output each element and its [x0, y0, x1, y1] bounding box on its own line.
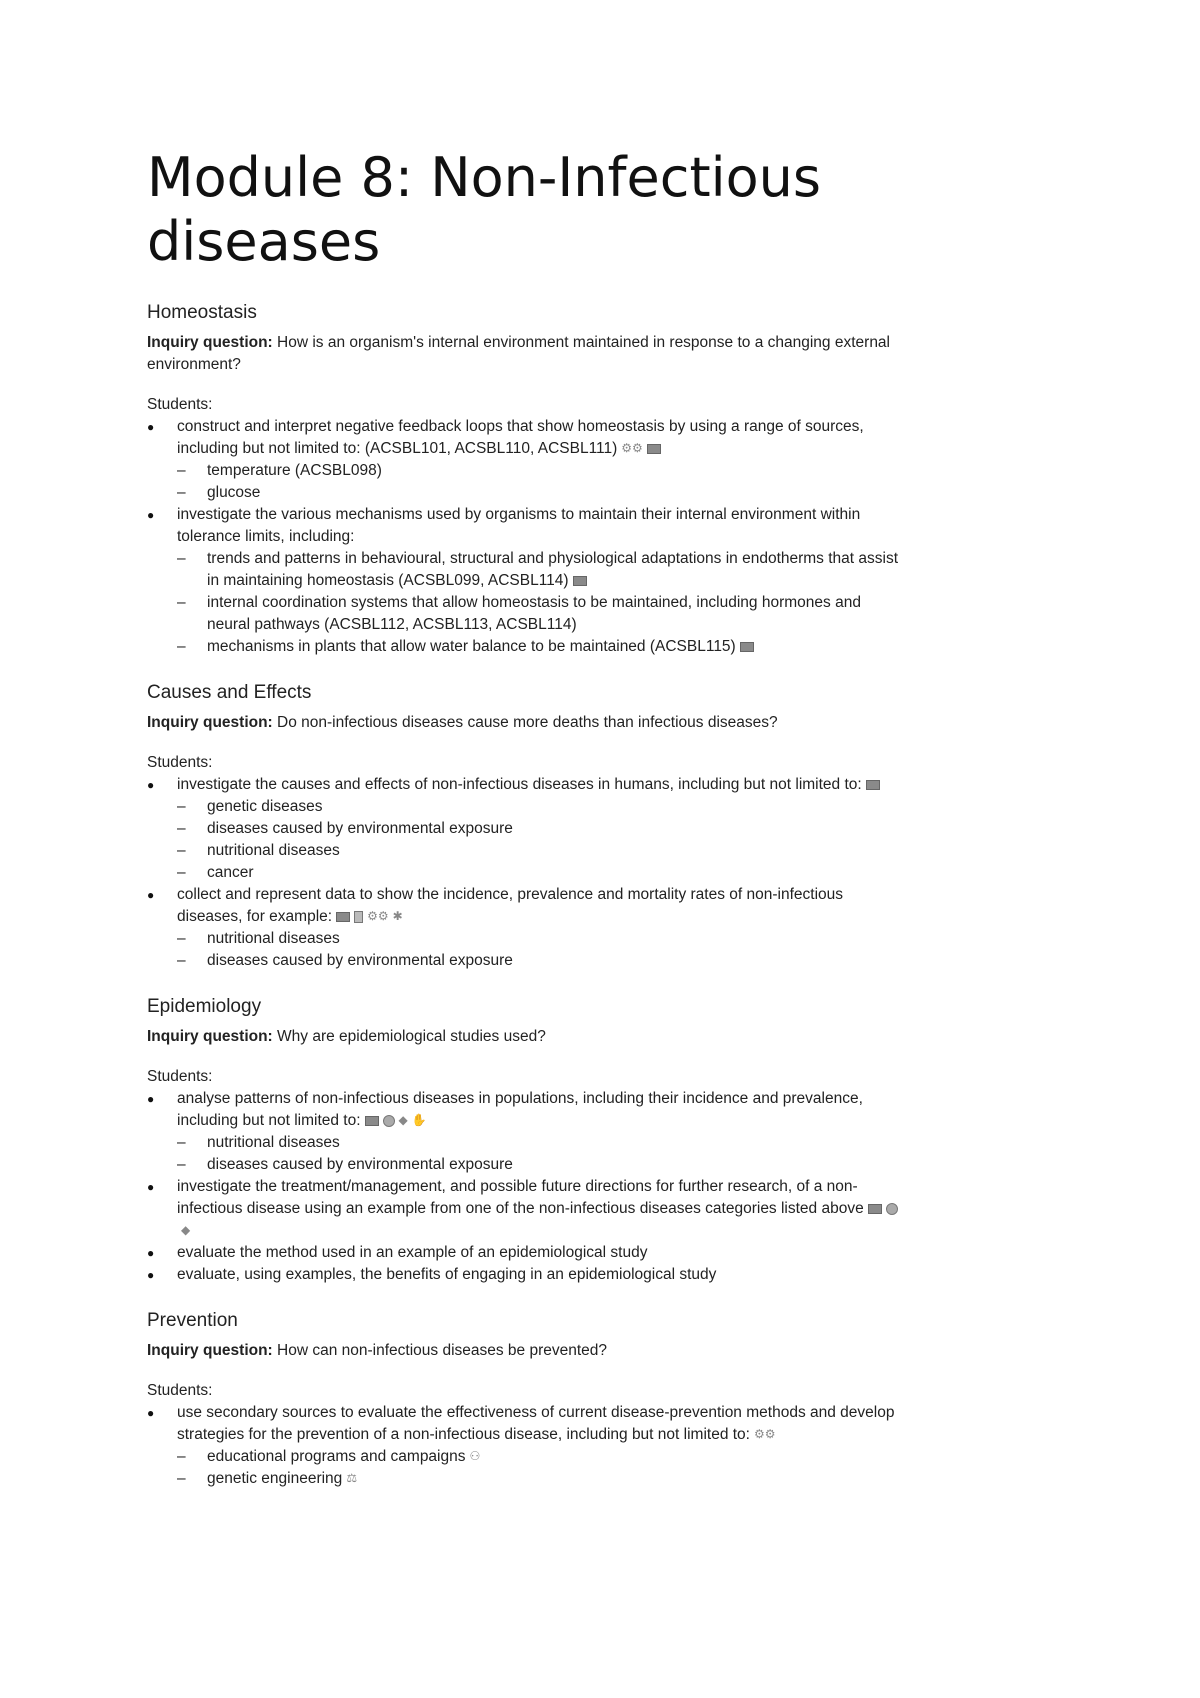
inquiry-question [147, 712, 907, 734]
section-heading: Epidemiology [147, 996, 262, 1017]
globe-icon [383, 1115, 395, 1127]
inquiry-text: How can non-infectious diseases be prevented? [277, 1342, 608, 1359]
monitor-icon [573, 576, 587, 586]
sub-item-text: nutritional diseases [207, 930, 340, 947]
sub-item-text: diseases caused by environmental exposure [207, 1156, 513, 1173]
bullet-item [147, 1402, 907, 1490]
bullet-text: investigate the causes and effects of non-infectious diseases in humans, including but not limited to: [177, 776, 862, 793]
document-icon [354, 911, 363, 923]
section-epidemiology [147, 994, 907, 1286]
inquiry-question [147, 1340, 907, 1362]
bullet-text: investigate the various mechanisms used by organisms to maintain their internal environment within tolerance limits, including: [177, 506, 861, 545]
gears-icon: ⚙⚙ [367, 909, 389, 924]
inquiry-text: Why are epidemiological studies used? [277, 1028, 546, 1045]
sub-item [177, 840, 907, 862]
hands-icon: ✋ [411, 1113, 427, 1128]
sub-list [177, 1132, 907, 1176]
bullet-text: evaluate the method used in an example of an epidemiological study [177, 1244, 648, 1261]
sub-list [177, 1446, 907, 1490]
inquiry-label: Inquiry question: [147, 714, 273, 731]
sub-item [177, 862, 907, 884]
sub-item [177, 1154, 907, 1176]
sub-item-text: genetic engineering [207, 1470, 343, 1487]
bullet-item [147, 504, 907, 658]
sub-item [177, 482, 907, 504]
sub-item [177, 460, 907, 482]
sub-item-text: genetic diseases [207, 798, 323, 815]
section-heading: Causes and Effects [147, 682, 312, 703]
document-content [147, 146, 907, 1490]
bullet-item [147, 1176, 907, 1242]
sub-item-text: internal coordination systems that allow homeostasis to be maintained, including hormones and neural pathways (ACSBL112, ACSBL113, ACSBL114) [207, 594, 861, 633]
bullet-item [147, 1264, 907, 1286]
students-label: Students: [147, 1068, 213, 1085]
monitor-icon [740, 642, 754, 652]
bullet-text: use secondary sources to evaluate the effectiveness of current disease-prevention methods and develop strategies for the prevention of a non-infectious disease, including but not limited to: [177, 1404, 895, 1443]
section-prevention [147, 1308, 907, 1490]
sub-item-text: temperature (ACSBL098) [207, 462, 382, 479]
monitor-icon [365, 1116, 379, 1126]
bullet-item [147, 416, 907, 504]
bullet-item [147, 774, 907, 884]
sub-item [177, 1132, 907, 1154]
sections-container [147, 300, 907, 1490]
bullet-item [147, 884, 907, 972]
sub-item-text: educational programs and campaigns [207, 1448, 466, 1465]
inquiry-text: Do non-infectious diseases cause more deaths than infectious diseases? [277, 714, 778, 731]
sub-item [177, 818, 907, 840]
sub-item-text: nutritional diseases [207, 1134, 340, 1151]
bullet-text: construct and interpret negative feedback loops that show homeostasis by using a range of sources, including but not limited to: (ACSBL101, ACSBL110, ACSBL111) [177, 418, 864, 457]
sub-item [177, 928, 907, 950]
sub-item-text: nutritional diseases [207, 842, 340, 859]
inquiry-question [147, 1026, 907, 1048]
sub-item-text: mechanisms in plants that allow water balance to be maintained (ACSBL115) [207, 638, 736, 655]
sub-item [177, 1468, 907, 1490]
asterisk-icon: ✱ [392, 909, 403, 924]
bullet-text: analyse patterns of non-infectious diseases in populations, including their incidence and prevalence, including but not limited to: [177, 1090, 863, 1129]
section-causes-and-effects [147, 680, 907, 972]
section-heading: Homeostasis [147, 302, 257, 323]
gears-icon: ⚙⚙ [621, 441, 643, 456]
sub-item [177, 1446, 907, 1468]
bullet-list [147, 1402, 907, 1490]
people-icon: ⚇ [469, 1449, 481, 1464]
sub-list [177, 460, 907, 504]
gears-icon: ⚙⚙ [753, 1427, 776, 1442]
graduation-cap-icon: ◆ [398, 1113, 408, 1128]
inquiry-question [147, 332, 907, 376]
sub-item [177, 796, 907, 818]
sub-item-text: glucose [207, 484, 261, 501]
inquiry-label: Inquiry question: [147, 1028, 273, 1045]
students-label: Students: [147, 396, 213, 413]
sub-item-text: cancer [207, 864, 254, 881]
globe-icon [886, 1203, 898, 1215]
monitor-icon [647, 444, 661, 454]
bullet-list [147, 416, 907, 658]
section-heading: Prevention [147, 1310, 238, 1331]
sub-item [177, 950, 907, 972]
sub-list [177, 548, 907, 658]
graduation-cap-icon: ◆ [181, 1223, 191, 1238]
bullet-list [147, 1088, 907, 1286]
bullet-list [147, 774, 907, 972]
scales-icon: ⚖ [346, 1471, 358, 1486]
bullet-text: collect and represent data to show the incidence, prevalence and mortality rates of non-infectious diseases, for example: [177, 886, 844, 925]
bullet-text: investigate the treatment/management, and possible future directions for further research, of a non-infectious disease using an example from one of the non-infectious diseases categories listed above [177, 1178, 864, 1217]
sub-item-text: diseases caused by environmental exposure [207, 820, 513, 837]
monitor-icon [336, 912, 350, 922]
inquiry-text: How is an organism's internal environment maintained in response to a changing external environment? [147, 334, 891, 373]
sub-item-text: trends and patterns in behavioural, structural and physiological adaptations in endotherms that assist in maintaining homeostasis (ACSBL099, ACSBL114) [207, 550, 899, 589]
sub-item [177, 636, 907, 658]
students-label: Students: [147, 754, 213, 771]
monitor-icon [868, 1204, 882, 1214]
page-title: Module 8: Non-Infectious diseases [147, 146, 822, 273]
sub-list [177, 796, 907, 884]
monitor-icon [866, 780, 880, 790]
sub-item [177, 548, 907, 592]
sub-list [177, 928, 907, 972]
sub-item-text: diseases caused by environmental exposure [207, 952, 513, 969]
bullet-text: evaluate, using examples, the benefits of engaging in an epidemiological study [177, 1266, 717, 1283]
bullet-item [147, 1088, 907, 1176]
section-homeostasis [147, 300, 907, 658]
inquiry-label: Inquiry question: [147, 334, 273, 351]
students-label: Students: [147, 1382, 213, 1399]
inquiry-label: Inquiry question: [147, 1342, 273, 1359]
bullet-item [147, 1242, 907, 1264]
sub-item [177, 592, 907, 636]
